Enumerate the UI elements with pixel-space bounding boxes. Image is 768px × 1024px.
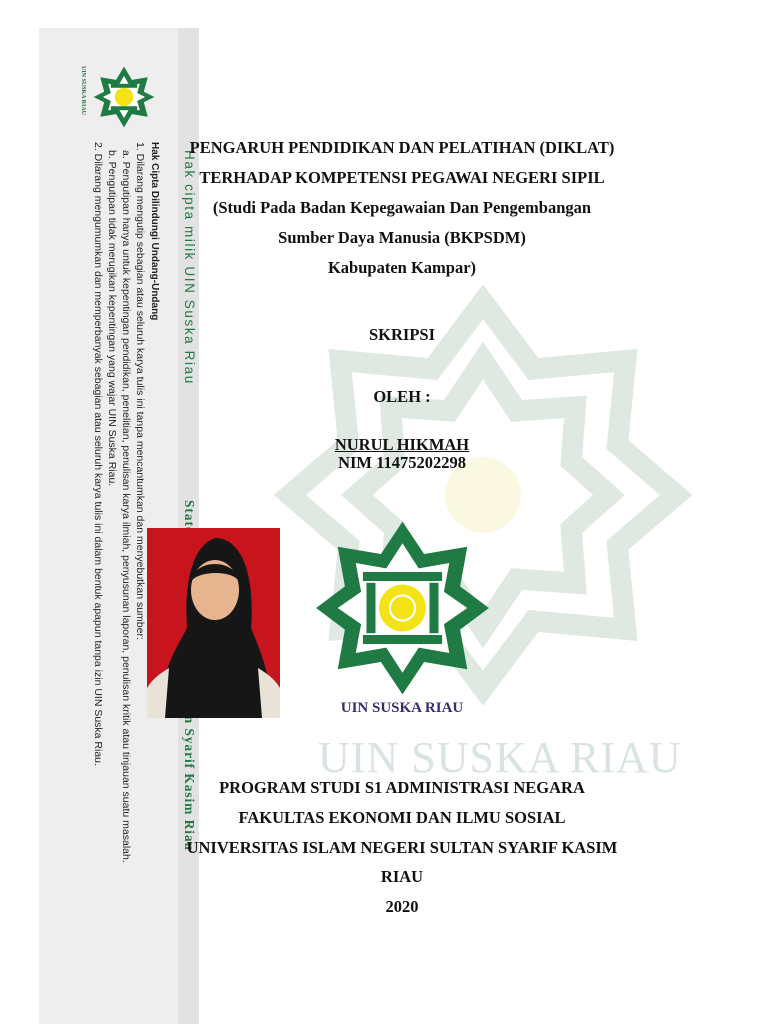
thesis-title-line-2: TERHADAP KOMPETENSI PEGAWAI NEGERI SIPIL [199,168,605,187]
copyright-notice-1b: b. Pengutipan tidak merugikan kepentingan yang wajar UIN Suska Riau. [106,150,118,487]
copyright-notice-2: 2. Dilarang mengumumkan dan memperbanyak sebagian atau seluruh karya tulis ini dalam bentuk apapun tanpa izin UIN Suska Riau. [92,142,104,766]
submission-year: 2020 [385,897,419,916]
university-city: RIAU [380,867,424,886]
copyright-heading: Hak Cipta Dilindungi Undang-Undang [149,142,160,321]
watermark-text: UIN SUSKA RIAU [318,733,682,782]
study-program: PROGRAM STUDI S1 ADMINISTRASI NEGARA [219,778,585,797]
thesis-title-line-1: PENGARUH PENDIDIKAN DAN PELATIHAN (DIKLAT) [189,138,615,157]
small-logo-text: UIN SUSKA RIAU [80,66,86,116]
thesis-subtitle-line-3: Kabupaten Kampar) [327,258,477,277]
student-photo [147,528,280,718]
by-label: OLEH : [373,387,431,406]
copyright-owner: Hak cipta milik UIN Suska Riau [182,150,197,385]
university-name: UNIVERSITAS ISLAM NEGERI SULTAN SYARIF KASIM [186,838,618,857]
author-name: NURUL HIKMAH [334,435,470,454]
thesis-subtitle-line-1: (Studi Pada Badan Kepegawaian Dan Pengembangan [212,198,592,217]
copyright-notice-1a: a. Pengutipan hanya untuk kepentingan pendidikan, penelitian, penulisan karya ilmiah, penyusunan laporan, penulisan kritik atau tinjauan suatu masalah. [120,150,132,863]
document-type: SKRIPSI [368,325,436,344]
faculty-name: FAKULTAS EKONOMI DAN ILMU SOSIAL [238,808,566,827]
thesis-subtitle-line-2: Sumber Daya Manusia (BKPSDM) [278,228,526,247]
uin-logo-small [90,64,158,130]
logo-caption: UIN SUSKA RIAU [340,700,464,716]
author-nim: NIM 11475202298 [338,453,466,472]
uin-suska-riau-logo [305,518,500,698]
copyright-notice-1: 1. Dilarang mengutip sebagian atau seluruh karya tulis ini tanpa mencantumkan dan menyebutkan sumber: [134,142,146,640]
